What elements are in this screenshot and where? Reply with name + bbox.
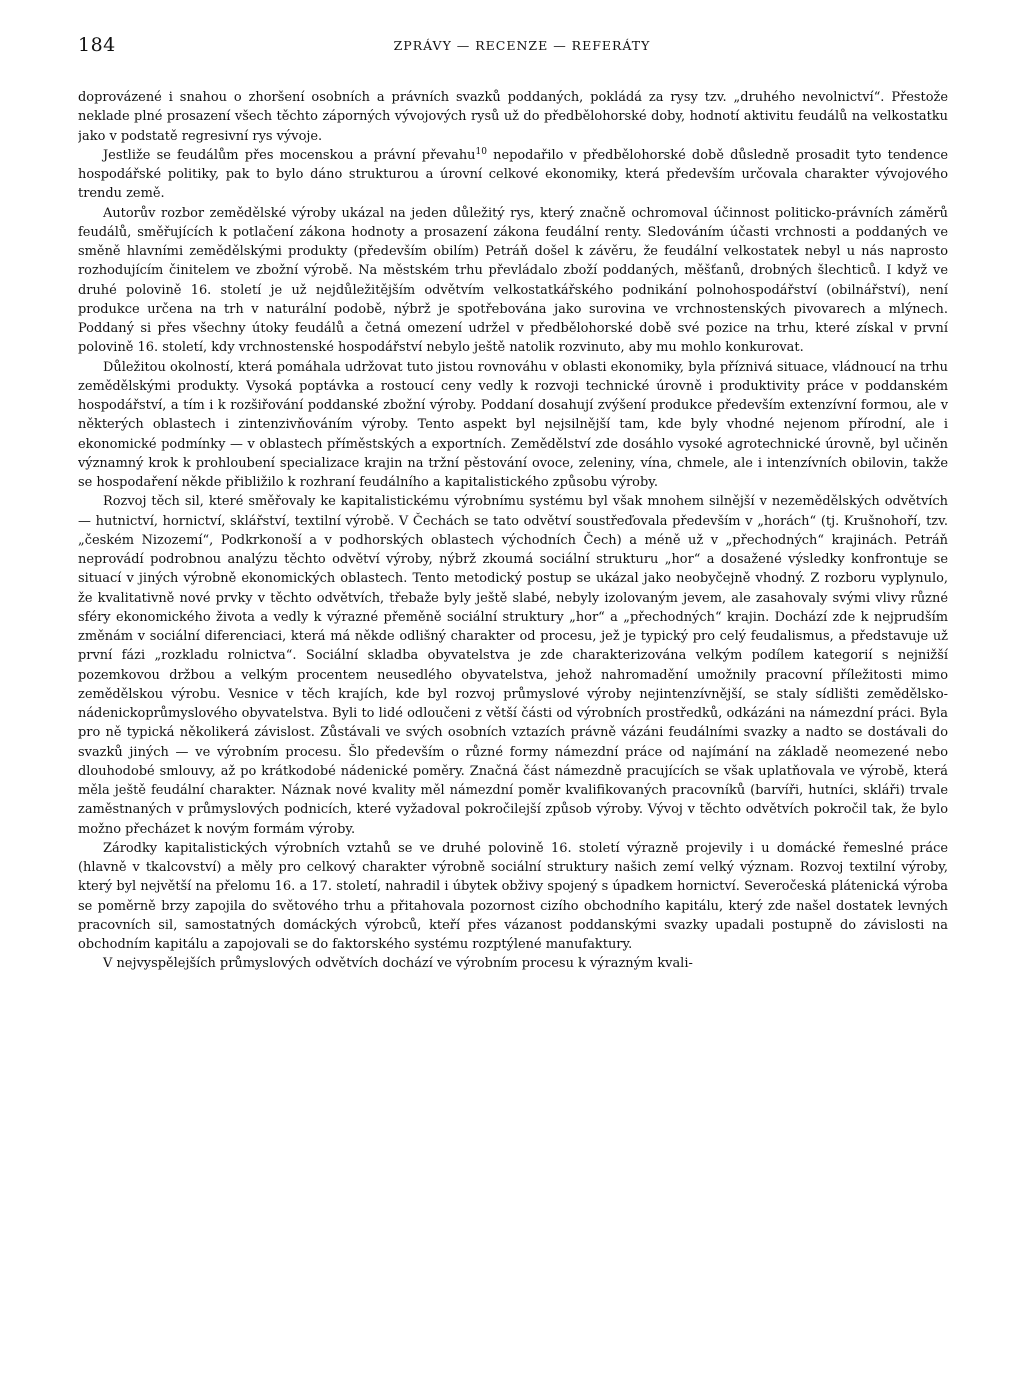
- footnote-ref: 10: [475, 146, 487, 157]
- paragraph: Důležitou okolností, která pomáhala udržovat tuto jistou rovnováhu v oblasti ekonomiky, byla příznivá situace, vládnoucí na trhu zemědělskými produkty. Vysoká poptávka a rostoucí ceny vedly k rozvoji technické úrovně i produktivity práce v poddanském hospodářství, a tím i k rozšiřování poddanské zbožní výroby. Poddaní dosahují zvýšení produkce především extenzívní formou, ale v některých oblastech i zintenzivňováním výroby. Tento aspekt byl nejsilnější tam, kde byly vhodné nejenom přírodní, ale i ekonomické podmínky — v oblastech příměstských a exportních. Zemědělství zde dosáhlo vysoké agrotechnické úrovně, byl učiněn významný krok k prohloubení specializace krajin na tržní pěstování ovoce, zeleniny, vína, chmele, ale i intenzívních obilovin, takže se hospodaření někde přibližilo k rozhraní feudálního a kapitalistického způsobu výroby.: [78, 359, 948, 490]
- paragraph: Autorův rozbor zemědělské výroby ukázal na jeden důležitý rys, který značně ochromoval účinnost politicko-právních záměrů feudálů, směřujících k potlačení zákona hodnoty a prosazení zákona feudální renty. Sledováním účasti vrchnosti a poddaných ve směně hlavními zemědělskými produkty (především obilím) Petráň došel k závěru, že feudální velkostatek nebyl u nás naprosto rozhodujícím činitelem ve zbožní výrobě. Na městském trhu převládalo zboží poddaných, měšťanů, drobných šlechticů. I když ve druhé polovině 16. století je už nejdůležitějším odvětvím velkostatkářského podnikání polnohospodářství (obilnářství), není produkce určena na trh v naturální podobě, nýbrž je spotřebována jako surovina ve vrchnostenských pivovarech a mlýnech. Poddaný si přes všechny útoky feudálů a četná omezení udržel v předbělohorské době své pozice na trhu, které získal v první polovině 16. století, kdy vrchnostenské hospodářství nebylo ještě natolik rozvinuto, aby mu mohlo konkurovat.: [78, 205, 948, 356]
- paragraph: Rozvoj těch sil, které směřovaly ke kapitalistickému výrobnímu systému byl však mnohem silnější v nezemědělských odvětvích — hutnictví, hornictví, sklářství, textilní výrobě. V Čechách se tato odvětví soustřeďovala především v „horách“ (tj. Krušnohoří, tzv. „českém Nizozemí“, Podkrkonoší a v podhorských oblastech východních Čech) a méně už v „přechodných“ krajinách. Petráň neprovádí podrobnou analýzu těchto odvětví výroby, nýbrž zkoumá sociální strukturu „hor“ a dosažené výsledky konfrontuje se situací v jiných výrobně ekonomických oblastech. Tento metodický postup se ukázal jako neobyčejně vhodný. Z rozboru vyplynulo, že kvalitativně nové prvky v těchto odvětvích, třebaže byly ještě slabé, nebyly izolovaným jevem, ale zasahovaly svými vlivy různé sféry ekonomického života a vedly k výrazné přeměně sociální struktury „hor“ a „přechodných“ krajin. Dochází zde k nejprudším změnám v sociální diferenciaci, která má někde odlišný charakter od procesu, jež je typický pro celý feudalismus, a představuje už první fázi „rozkladu rolnictva“. Sociální skladba obyvatelstva je zde charakterizována velkým podílem kategorií s nejnižší pozemkovou držbou a velkým procentem neusedlého obyvatelstva, jehož nahromadění umožnily pracovní příležitosti mimo zemědělskou výrobu. Vesnice v těch krajích, kde byl rozvoj průmyslové výroby nejintenzívnější, se staly sídlišti zemědělsko-nádenickoprůmyslového obyvatelstva. Byli to lidé odloučeni z větší části od výrobních prostředků, odkázáni na námezdní práci. Byla pro ně typická několikerá závislost. Zůstávali ve svých osobních vztazích právně vázáni feudálními svazky a nadto se dostávali do svazků jiných — ve výrobním procesu. Šlo především o různé formy námezdní práce od najímání na základě neomezené nebo dlouhodobé smlouvy, až po krátkodobé nádenické poměry. Značná část námezdně pracujících se však uplatňovala ve výrobě, která měla ještě feudální charakter. Náznak nové kvality měl námezdní poměr kvalifikovaných pracovníků (barvíři, hutníci, skláři) trvale zaměstnaných v průmyslových podnicích, které vyžadoval pokročilejší způsob výroby. Vývoj v těchto odvětvích pokročil tak, že bylo možno přecházet k novým formám výroby.: [78, 494, 948, 837]
- body-text: [78, 88, 948, 1358]
- paragraph: V nejvyspělejších průmyslových odvětvích dochází ve výrobním procesu k výrazným kvali-: [103, 956, 693, 972]
- paragraph-text: nepodařilo v předbělohorské době důsledně prosadit tyto tendence hospodářské politiky, pak to bylo dáno strukturou a úrovní celkové ekonomiky, která především určovala charakter vývojového trendu země.: [78, 147, 948, 202]
- paragraph-text: Jestliže se feudálům přes mocenskou a právní převahu: [103, 147, 476, 163]
- page-number: 184: [78, 34, 116, 56]
- running-head: ZPRÁVY — RECENZE — REFERÁTY: [393, 38, 651, 53]
- paragraph: [78, 146, 948, 204]
- paragraph: Zárodky kapitalistických výrobních vztahů se ve druhé polovině 16. století výrazně projevily i u domácké řemeslné práce (hlavně v tkalcovství) a měly pro celkový charakter výrobně sociální struktury našich zemí velký význam. Rozvoj textilní výroby, který byl největší na přelomu 16. a 17. století, nahradil i úbytek obživy spojený s úpadkem hornictví. Severočeská plátenická výroba se poměrně brzy zapojila do světového trhu a přitahovala pozornost cizího obchodního kapitálu, který zde našel dostatek levných pracovních sil, samostatných domáckých výrobců, kteří přes vázanost poddanskými svazky upadali postupně do závislosti na obchodním kapitálu a zapojovali se do faktorského systému rozptýlené manufaktury.: [78, 840, 948, 952]
- page-header: [78, 34, 966, 58]
- paragraph: doprovázené i snahou o zhoršení osobních a právních svazků poddaných, pokládá za rysy tzv. „druhého nevolnictví“. Přestože neklade plné prosazení všech těchto záporných vývojových rysů už do předbělohorské doby, hodnotí aktivitu feudálů na velkostatku jako v podstatě regresivní rys vývoje.: [78, 90, 948, 144]
